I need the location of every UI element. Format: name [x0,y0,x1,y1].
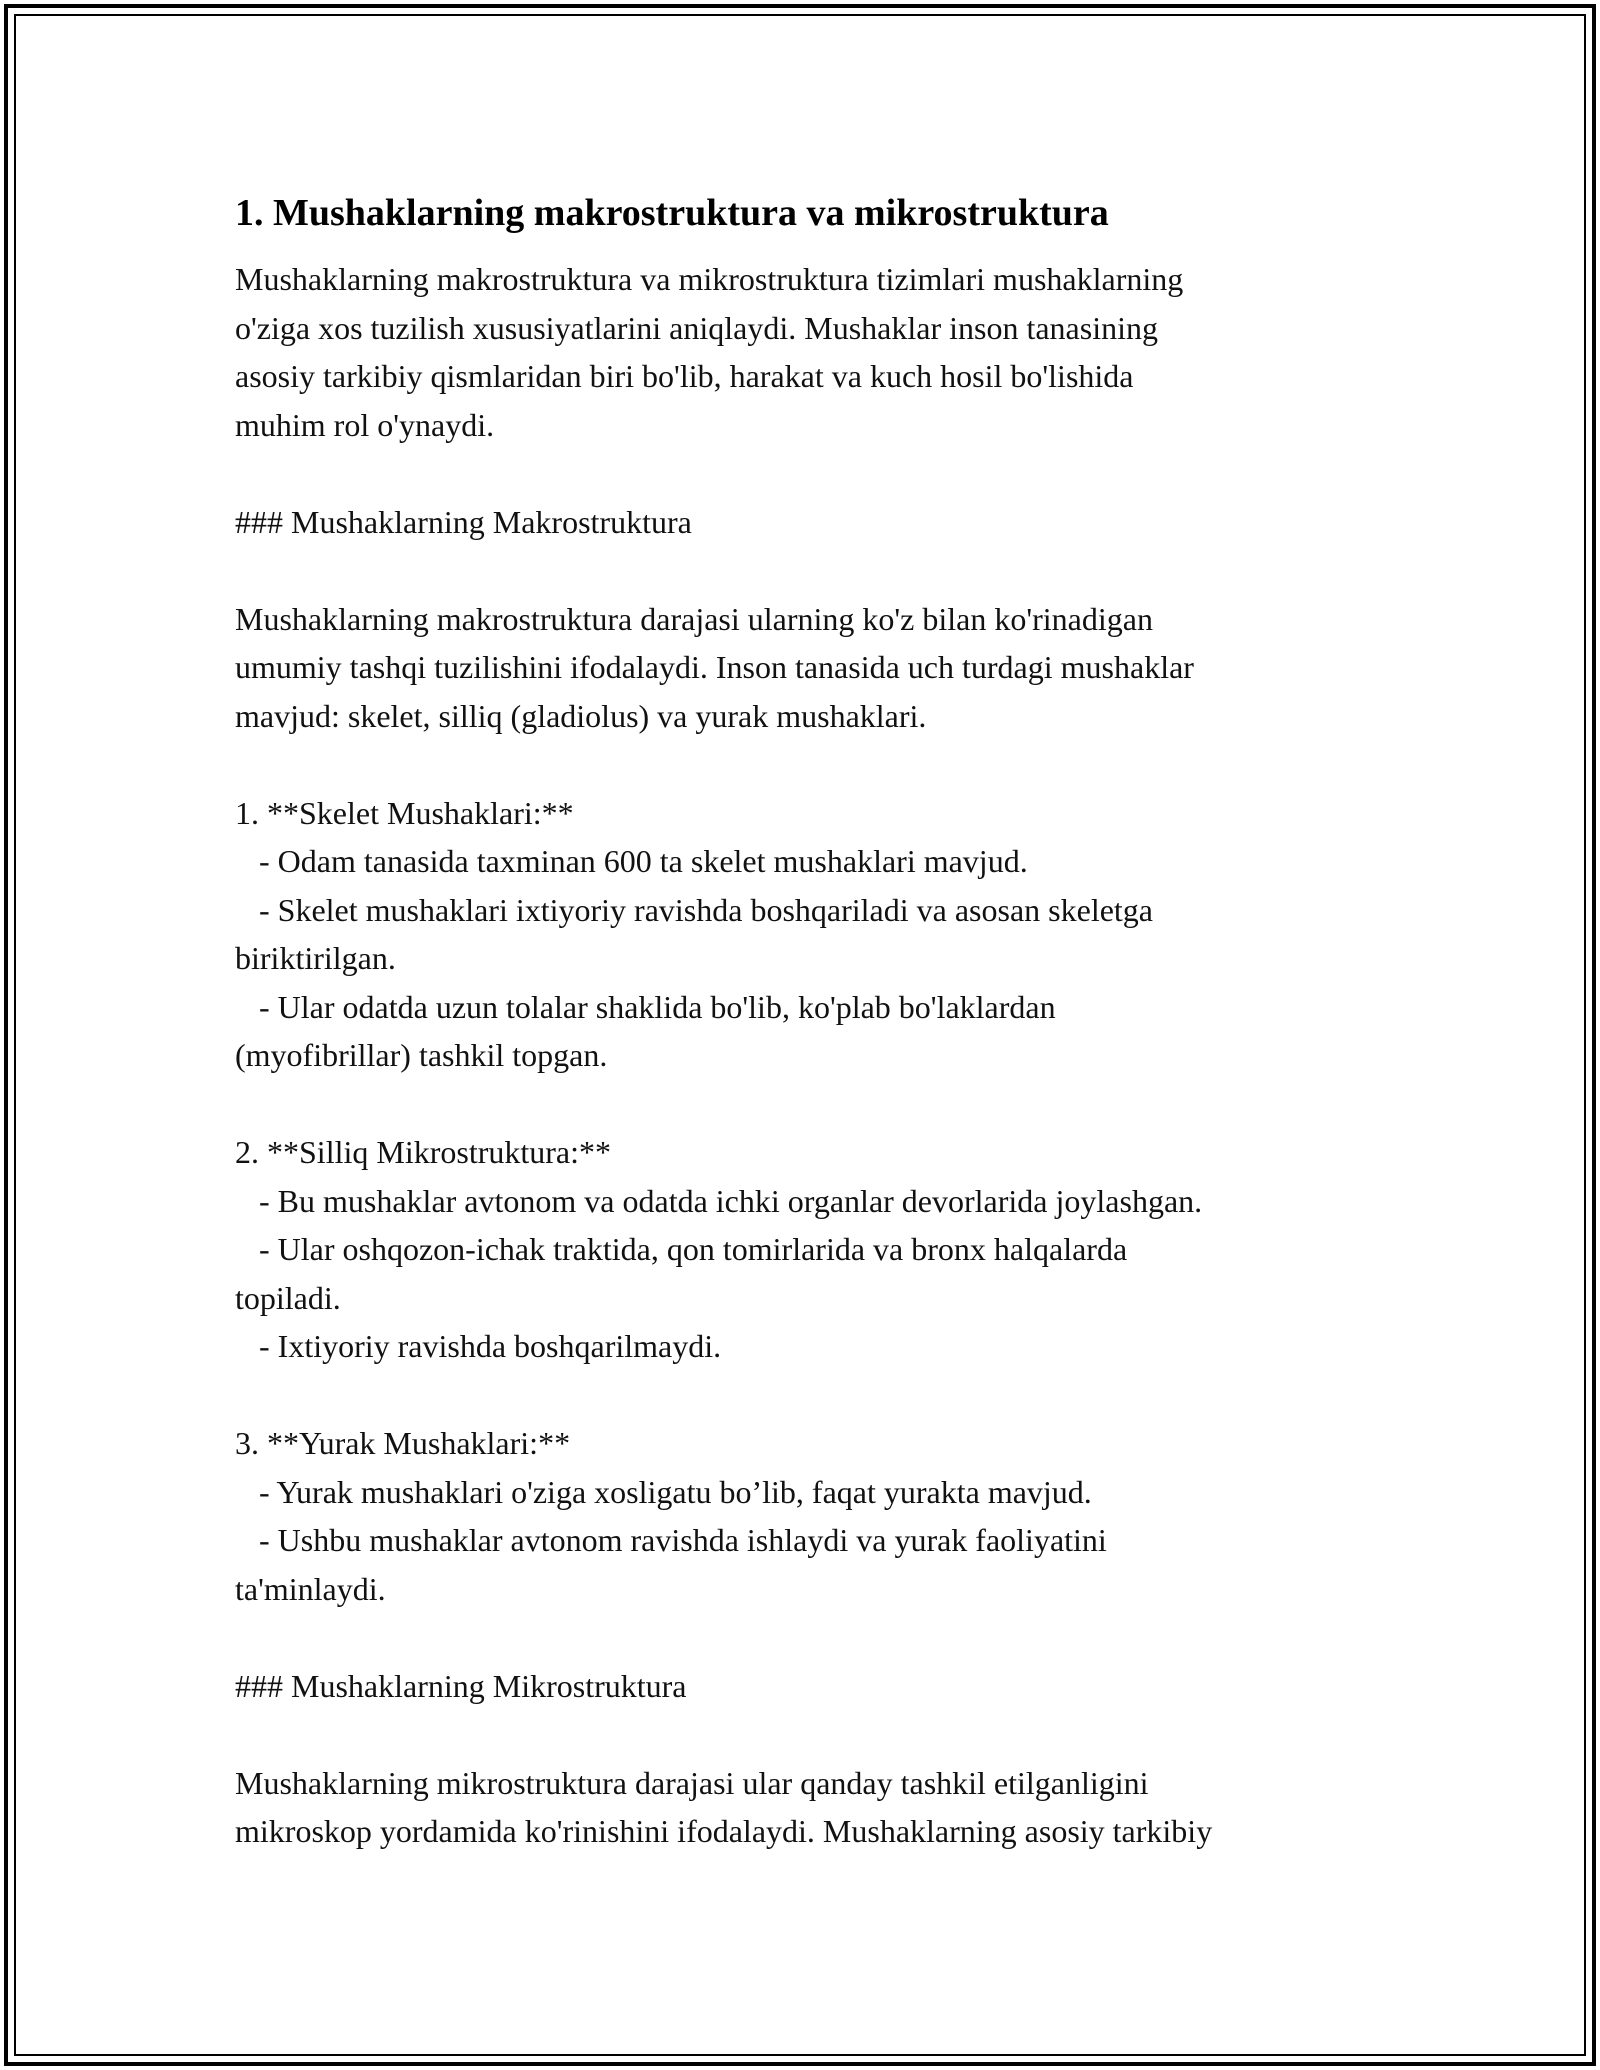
text-line: - Ular odatda uzun tolalar shaklida bo'lib, ko'plab bo'laklardan [235,988,1056,1025]
text-line: asosiy tarkibiy qismlaridan biri bo'lib, harakat va kuch hosil bo'lishida [235,358,1134,394]
document-text [235,255,1365,1856]
text-line: o'ziga xos tuzilish xususiyatlarini aniqlaydi. Mushaklar inson tanasining [235,309,1158,346]
blank-line [235,1710,1365,1759]
text-line: (myofibrillar) tashkil topgan. [235,1037,608,1073]
document-body [235,185,1365,1856]
blank-line [235,1371,1365,1420]
text-line: - Ixtiyoriy ravishda boshqarilmaydi. [235,1328,722,1364]
blank-line [235,546,1365,595]
text-line: mikroskop yordamida ko'rinishini ifodalaydi. Mushaklarning asosiy tarkibiy [235,1813,1213,1849]
text-line: - Ushbu mushaklar avtonom ravishda ishlaydi va yurak faoliyatini [235,1522,1107,1558]
text-line: ### Mushaklarning Makrostruktura [235,503,692,540]
text-line: Mushaklarning mikrostruktura darajasi ular qanday tashkil etilganligini [235,1764,1149,1801]
text-line: - Skelet mushaklari ixtiyoriy ravishda boshqariladi va asosan skeletga [235,891,1153,928]
blank-line [235,1080,1365,1129]
text-line: Mushaklarning makrostruktura darajasi ularning ko'z bilan ko'rinadigan [235,600,1153,637]
text-line: mavjud: skelet, silliq (gladiolus) va yurak mushaklari. [235,697,927,734]
text-line: ### Mushaklarning Mikrostruktura [235,1667,687,1704]
text-line: biriktirilgan. [235,940,396,976]
document-title: 1. Mushaklarning makrostruktura va mikrostruktura [235,192,1109,234]
text-line: - Bu mushaklar avtonom va odatda ichki organlar devorlarida joylashgan. [235,1182,1203,1219]
text-line: 2. **Silliq Mikrostruktura:** [235,1134,611,1170]
blank-line [235,740,1365,789]
text-line: - Yurak mushaklari o'ziga xosligatu bo’lib, faqat yurakta mavjud. [235,1473,1092,1510]
text-line: topiladi. [235,1279,341,1316]
text-line: - Odam tanasida taxminan 600 ta skelet mushaklari mavjud. [235,843,1028,879]
blank-line [235,449,1365,498]
text-line: ta'minlaydi. [235,1570,386,1607]
text-line: Mushaklarning makrostruktura va mikrostruktura tizimlari mushaklarning [235,261,1184,297]
text-line: - Ular oshqozon-ichak traktida, qon tomirlarida va bronx halqalarda [235,1231,1128,1267]
text-line: muhim rol o'ynaydi. [235,406,495,443]
blank-line [235,1613,1365,1662]
text-line: 3. **Yurak Mushaklari:** [235,1425,571,1461]
text-line: umumiy tashqi tuzilishini ifodalaydi. Inson tanasida uch turdagi mushaklar [235,649,1194,685]
text-line: 1. **Skelet Mushaklari:** [235,794,574,831]
